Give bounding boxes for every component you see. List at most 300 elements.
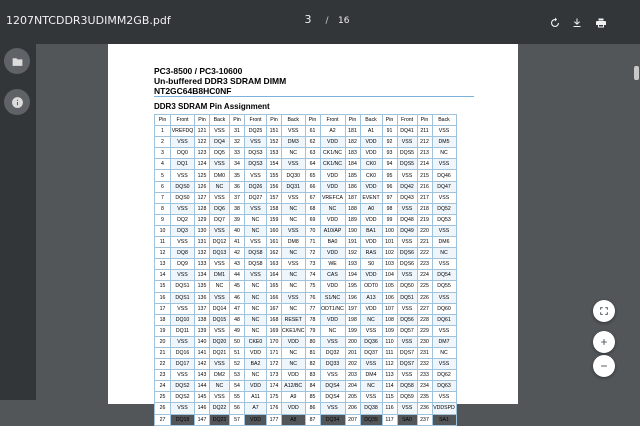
- table-cell: DQ7: [210, 214, 230, 225]
- table-cell: VDD: [320, 214, 345, 225]
- table-cell: 42: [230, 248, 245, 259]
- table-cell: 15: [155, 281, 171, 292]
- table-cell: 169: [267, 325, 282, 336]
- table-cell: 32: [230, 137, 245, 148]
- table-cell: DQ23: [210, 414, 230, 425]
- header-line-3: NT2GC64B8HC0NF: [154, 86, 232, 96]
- table-cell: VSS: [210, 325, 230, 336]
- table-cell: 71: [305, 237, 320, 248]
- table-cell: DQ48: [397, 214, 417, 225]
- table-cell: DQS3: [245, 159, 267, 170]
- table-cell: 44: [230, 270, 245, 281]
- table-cell: 101: [382, 237, 397, 248]
- table-cell: DQ30: [282, 170, 306, 181]
- table-cell: A9: [282, 392, 306, 403]
- table-cell: 193: [345, 259, 360, 270]
- table-cell: DQ61: [432, 314, 456, 325]
- table-cell: DQS0: [171, 192, 195, 203]
- table-cell: 21: [155, 347, 171, 358]
- fit-page-icon: [599, 306, 609, 316]
- info-icon: [11, 96, 24, 109]
- table-cell: 6: [155, 181, 171, 192]
- table-cell: DQ58: [397, 381, 417, 392]
- table-cell: VSS: [320, 370, 345, 381]
- table-cell: VSS: [210, 359, 230, 370]
- table-cell: VSS: [171, 403, 195, 414]
- table-cell: DQ1: [171, 159, 195, 170]
- table-cell: 23: [155, 370, 171, 381]
- table-cell: DQS1: [171, 281, 195, 292]
- table-cell: VSS: [171, 203, 195, 214]
- column-header: Front: [245, 115, 267, 126]
- table-cell: NC: [360, 381, 382, 392]
- table-cell: 95: [382, 170, 397, 181]
- table-cell: DQS4: [320, 392, 345, 403]
- table-cell: DQ36: [360, 336, 382, 347]
- table-cell: 174: [267, 381, 282, 392]
- table-cell: A12/BC: [282, 381, 306, 392]
- table-cell: NC: [210, 381, 230, 392]
- table-cell: 77: [305, 303, 320, 314]
- table-cell: VSS: [397, 203, 417, 214]
- table-cell: VSS: [320, 403, 345, 414]
- pdf-toolbar: [0, 0, 640, 44]
- table-cell: 67: [305, 192, 320, 203]
- table-cell: VSS: [245, 237, 267, 248]
- print-button[interactable]: [592, 14, 610, 32]
- table-cell: 93: [382, 148, 397, 159]
- document-properties-button[interactable]: [4, 89, 30, 115]
- table-cell: 14: [155, 270, 171, 281]
- table-cell: NC: [245, 370, 267, 381]
- table-cell: 111: [382, 347, 397, 358]
- table-cell: A0: [360, 203, 382, 214]
- sidebar: [0, 44, 36, 400]
- table-cell: 156: [267, 181, 282, 192]
- table-cell: 158: [267, 203, 282, 214]
- table-cell: SA0: [397, 414, 417, 425]
- table-cell: 218: [417, 203, 432, 214]
- table-cell: 201: [345, 347, 360, 358]
- table-row: [155, 314, 457, 325]
- table-cell: 171: [267, 347, 282, 358]
- table-cell: DQ25: [245, 126, 267, 137]
- table-cell: NC: [210, 181, 230, 192]
- download-button[interactable]: [568, 14, 586, 32]
- table-cell: VSS: [360, 359, 382, 370]
- table-row: [155, 359, 457, 370]
- table-cell: SA1: [432, 414, 456, 425]
- table-cell: BA0: [320, 237, 345, 248]
- table-cell: 137: [195, 303, 210, 314]
- table-cell: 237: [417, 414, 432, 425]
- table-cell: 22: [155, 359, 171, 370]
- table-cell: A2: [320, 126, 345, 137]
- table-cell: 26: [155, 403, 171, 414]
- table-cell: DQ37: [360, 347, 382, 358]
- table-cell: 1: [155, 126, 171, 137]
- table-cell: NC: [282, 347, 306, 358]
- table-cell: VDD: [320, 314, 345, 325]
- table-cell: VDD: [360, 270, 382, 281]
- table-cell: DQ26: [245, 181, 267, 192]
- table-cell: VREFCA: [320, 192, 345, 203]
- table-cell: VSS: [282, 159, 306, 170]
- column-header: Pin: [382, 115, 397, 126]
- table-cell: 105: [382, 281, 397, 292]
- table-cell: 69: [305, 214, 320, 225]
- table-cell: 130: [195, 225, 210, 236]
- table-cell: NC: [432, 148, 456, 159]
- table-cell: NC: [360, 314, 382, 325]
- table-cell: 236: [417, 403, 432, 414]
- table-cell: DQS7: [397, 347, 417, 358]
- table-cell: 114: [382, 381, 397, 392]
- table-cell: DQ31: [282, 181, 306, 192]
- table-cell: 61: [305, 126, 320, 137]
- table-cell: VSS: [432, 359, 456, 370]
- table-cell: NC: [432, 248, 456, 259]
- table-cell: 227: [417, 303, 432, 314]
- table-cell: 151: [267, 126, 282, 137]
- table-cell: 200: [345, 336, 360, 347]
- table-cell: 163: [267, 259, 282, 270]
- table-cell: DQ17: [171, 359, 195, 370]
- table-cell: 170: [267, 336, 282, 347]
- table-cell: 135: [195, 281, 210, 292]
- table-cell: CK0: [360, 159, 382, 170]
- fit-page-button[interactable]: [593, 300, 615, 322]
- table-cell: VSS: [245, 270, 267, 281]
- table-cell: 225: [417, 281, 432, 292]
- table-cell: DQ6: [210, 203, 230, 214]
- table-cell: 83: [305, 370, 320, 381]
- table-cell: 172: [267, 359, 282, 370]
- table-cell: 96: [382, 181, 397, 192]
- table-cell: 50: [230, 336, 245, 347]
- table-cell: 84: [305, 381, 320, 392]
- table-cell: NC: [245, 214, 267, 225]
- table-cell: 78: [305, 314, 320, 325]
- table-cell: VDD: [360, 214, 382, 225]
- table-cell: DQS1: [171, 292, 195, 303]
- table-header-row: [155, 115, 457, 126]
- table-cell: 234: [417, 381, 432, 392]
- table-cell: 132: [195, 248, 210, 259]
- table-cell: DQS2: [171, 381, 195, 392]
- table-cell: 121: [195, 126, 210, 137]
- table-cell: VDD: [360, 148, 382, 159]
- table-row: [155, 237, 457, 248]
- table-cell: 136: [195, 292, 210, 303]
- table-cell: 56: [230, 403, 245, 414]
- table-cell: DM8: [282, 237, 306, 248]
- table-cell: 10: [155, 225, 171, 236]
- table-row: [155, 159, 457, 170]
- table-cell: DQ62: [432, 370, 456, 381]
- table-cell: 11: [155, 237, 171, 248]
- table-cell: 223: [417, 259, 432, 270]
- table-cell: VDD: [282, 336, 306, 347]
- table-cell: VDDSPD: [432, 403, 456, 414]
- total-pages: 16: [338, 16, 350, 26]
- table-cell: 75: [305, 281, 320, 292]
- table-cell: 92: [382, 137, 397, 148]
- table-cell: 222: [417, 248, 432, 259]
- table-cell: DQ47: [432, 181, 456, 192]
- table-cell: DQ34: [320, 414, 345, 425]
- column-header: Pin: [345, 115, 360, 126]
- zoom-in-button[interactable]: [593, 331, 615, 353]
- table-row: [155, 370, 457, 381]
- table-row: [155, 270, 457, 281]
- table-cell: RAS: [360, 248, 382, 259]
- table-cell: 47: [230, 303, 245, 314]
- table-cell: 18: [155, 314, 171, 325]
- table-cell: 106: [382, 292, 397, 303]
- bookmarks-button[interactable]: [4, 48, 30, 74]
- table-cell: 68: [305, 203, 320, 214]
- table-cell: 127: [195, 192, 210, 203]
- table-cell: NC: [245, 303, 267, 314]
- table-cell: DQ49: [397, 225, 417, 236]
- table-cell: 165: [267, 281, 282, 292]
- table-cell: 133: [195, 259, 210, 270]
- table-cell: 113: [382, 370, 397, 381]
- table-row: [155, 336, 457, 347]
- table-cell: 221: [417, 237, 432, 248]
- table-cell: 198: [345, 314, 360, 325]
- table-cell: 235: [417, 392, 432, 403]
- table-cell: NC: [282, 270, 306, 281]
- header-rule: [154, 96, 474, 97]
- rotate-button[interactable]: [546, 14, 564, 32]
- table-cell: 7: [155, 192, 171, 203]
- table-cell: A7: [245, 403, 267, 414]
- table-cell: 190: [345, 225, 360, 236]
- table-cell: BA1: [360, 225, 382, 236]
- table-cell: 65: [305, 170, 320, 181]
- table-cell: DQ54: [432, 270, 456, 281]
- table-cell: VSS: [360, 325, 382, 336]
- table-cell: DQ52: [432, 203, 456, 214]
- table-cell: 168: [267, 314, 282, 325]
- table-cell: 185: [345, 170, 360, 181]
- table-cell: 100: [382, 225, 397, 236]
- table-cell: VSS: [432, 292, 456, 303]
- table-cell: DQ51: [397, 292, 417, 303]
- column-header: Front: [320, 115, 345, 126]
- table-cell: DQS5: [397, 159, 417, 170]
- table-cell: VSS: [282, 192, 306, 203]
- table-cell: DQ15: [210, 314, 230, 325]
- table-row: [155, 381, 457, 392]
- table-cell: VSS: [397, 237, 417, 248]
- table-cell: 220: [417, 225, 432, 236]
- column-header: Pin: [267, 115, 282, 126]
- table-cell: VSS: [397, 370, 417, 381]
- table-cell: DQ59: [397, 392, 417, 403]
- table-cell: DQ8: [171, 248, 195, 259]
- table-cell: 125: [195, 170, 210, 181]
- table-cell: VSS: [171, 336, 195, 347]
- table-cell: 46: [230, 292, 245, 303]
- table-cell: 13: [155, 259, 171, 270]
- table-cell: 157: [267, 192, 282, 203]
- table-cell: 110: [382, 336, 397, 347]
- table-cell: 27: [155, 414, 171, 425]
- table-row: [155, 392, 457, 403]
- table-cell: 144: [195, 381, 210, 392]
- table-cell: 70: [305, 225, 320, 236]
- table-cell: 17: [155, 303, 171, 314]
- table-cell: 231: [417, 347, 432, 358]
- document-header: [154, 66, 286, 96]
- pdf-page: [108, 44, 518, 423]
- table-cell: 91: [382, 126, 397, 137]
- current-page-input[interactable]: 3: [304, 13, 312, 26]
- table-cell: VSS: [245, 203, 267, 214]
- print-icon: [595, 17, 607, 29]
- table-cell: 81: [305, 347, 320, 358]
- table-cell: 138: [195, 314, 210, 325]
- table-cell: DQ43: [397, 192, 417, 203]
- table-cell: 145: [195, 392, 210, 403]
- table-cell: NC: [210, 281, 230, 292]
- table-cell: 166: [267, 292, 282, 303]
- table-cell: 12: [155, 248, 171, 259]
- column-header: Back: [360, 115, 382, 126]
- table-cell: 161: [267, 237, 282, 248]
- table-cell: 159: [267, 214, 282, 225]
- table-cell: DQ4: [210, 137, 230, 148]
- zoom-in-icon: [599, 337, 609, 347]
- table-cell: VSS: [432, 259, 456, 270]
- table-cell: DM3: [282, 137, 306, 148]
- table-cell: 187: [345, 192, 360, 203]
- table-cell: 205: [345, 392, 360, 403]
- table-cell: NC: [320, 325, 345, 336]
- table-row: [155, 148, 457, 159]
- table-row: [155, 225, 457, 236]
- table-cell: NC: [245, 281, 267, 292]
- table-cell: VSS: [320, 336, 345, 347]
- table-cell: DQ9: [171, 259, 195, 270]
- table-cell: 66: [305, 181, 320, 192]
- table-cell: 160: [267, 225, 282, 236]
- table-cell: DQ46: [432, 170, 456, 181]
- table-cell: DQ39: [360, 414, 382, 425]
- table-cell: NC: [245, 314, 267, 325]
- table-cell: 202: [345, 359, 360, 370]
- table-cell: 16: [155, 292, 171, 303]
- table-cell: 62: [305, 137, 320, 148]
- table-cell: 99: [382, 214, 397, 225]
- table-cell: VDD: [282, 370, 306, 381]
- table-cell: 102: [382, 248, 397, 259]
- table-cell: CAS: [320, 270, 345, 281]
- table-cell: 206: [345, 403, 360, 414]
- table-cell: 48: [230, 314, 245, 325]
- table-cell: 155: [267, 170, 282, 181]
- table-cell: VSS: [210, 225, 230, 236]
- table-cell: DQ42: [397, 181, 417, 192]
- table-cell: DM2: [210, 370, 230, 381]
- table-cell: 128: [195, 203, 210, 214]
- table-cell: 53: [230, 370, 245, 381]
- table-cell: VSS: [210, 126, 230, 137]
- table-row: [155, 137, 457, 148]
- table-cell: VDD: [320, 281, 345, 292]
- table-cell: 43: [230, 259, 245, 270]
- table-cell: 64: [305, 159, 320, 170]
- table-cell: VSS: [282, 126, 306, 137]
- table-cell: 80: [305, 336, 320, 347]
- table-cell: 204: [345, 381, 360, 392]
- table-row: [155, 292, 457, 303]
- table-cell: NC: [282, 281, 306, 292]
- table-cell: DQ2: [171, 214, 195, 225]
- table-cell: DM7: [432, 336, 456, 347]
- table-cell: VSS: [210, 192, 230, 203]
- table-cell: 183: [345, 148, 360, 159]
- table-cell: 87: [305, 414, 320, 425]
- table-cell: VSS: [432, 225, 456, 236]
- table-cell: DQS7: [397, 359, 417, 370]
- table-cell: 63: [305, 148, 320, 159]
- document-title: 1207NTCDDR3UDIMM2GB.pdf: [6, 14, 171, 27]
- table-cell: NC: [432, 347, 456, 358]
- table-cell: DQ38: [360, 403, 382, 414]
- table-cell: 104: [382, 270, 397, 281]
- table-cell: DQ60: [432, 303, 456, 314]
- table-cell: DQ13: [210, 248, 230, 259]
- header-line-1: PC3-8500 / PC3-10600: [154, 66, 243, 76]
- table-cell: VSS: [282, 292, 306, 303]
- table-cell: 97: [382, 192, 397, 203]
- table-cell: 20: [155, 336, 171, 347]
- table-cell: 76: [305, 292, 320, 303]
- table-cell: VSS: [432, 325, 456, 336]
- table-cell: 184: [345, 159, 360, 170]
- table-cell: VSS: [210, 292, 230, 303]
- table-cell: 5: [155, 170, 171, 181]
- table-cell: DQ18: [171, 414, 195, 425]
- table-cell: 107: [382, 303, 397, 314]
- table-cell: DQS8: [245, 248, 267, 259]
- column-header: Pin: [230, 115, 245, 126]
- scrollbar-thumb[interactable]: [634, 66, 639, 80]
- table-cell: DQ16: [171, 347, 195, 358]
- table-row: [155, 259, 457, 270]
- table-cell: 232: [417, 359, 432, 370]
- table-cell: 189: [345, 214, 360, 225]
- table-cell: WE: [320, 259, 345, 270]
- table-cell: S0: [360, 259, 382, 270]
- table-cell: 40: [230, 225, 245, 236]
- zoom-out-button[interactable]: [593, 355, 615, 377]
- table-cell: 139: [195, 325, 210, 336]
- table-cell: DQ11: [171, 325, 195, 336]
- table-cell: VSS: [432, 192, 456, 203]
- table-cell: 147: [195, 414, 210, 425]
- table-cell: NC: [245, 292, 267, 303]
- table-cell: 51: [230, 347, 245, 358]
- table-cell: 55: [230, 392, 245, 403]
- page-separator: /: [325, 16, 329, 26]
- table-cell: 131: [195, 237, 210, 248]
- table-cell: VSS: [432, 126, 456, 137]
